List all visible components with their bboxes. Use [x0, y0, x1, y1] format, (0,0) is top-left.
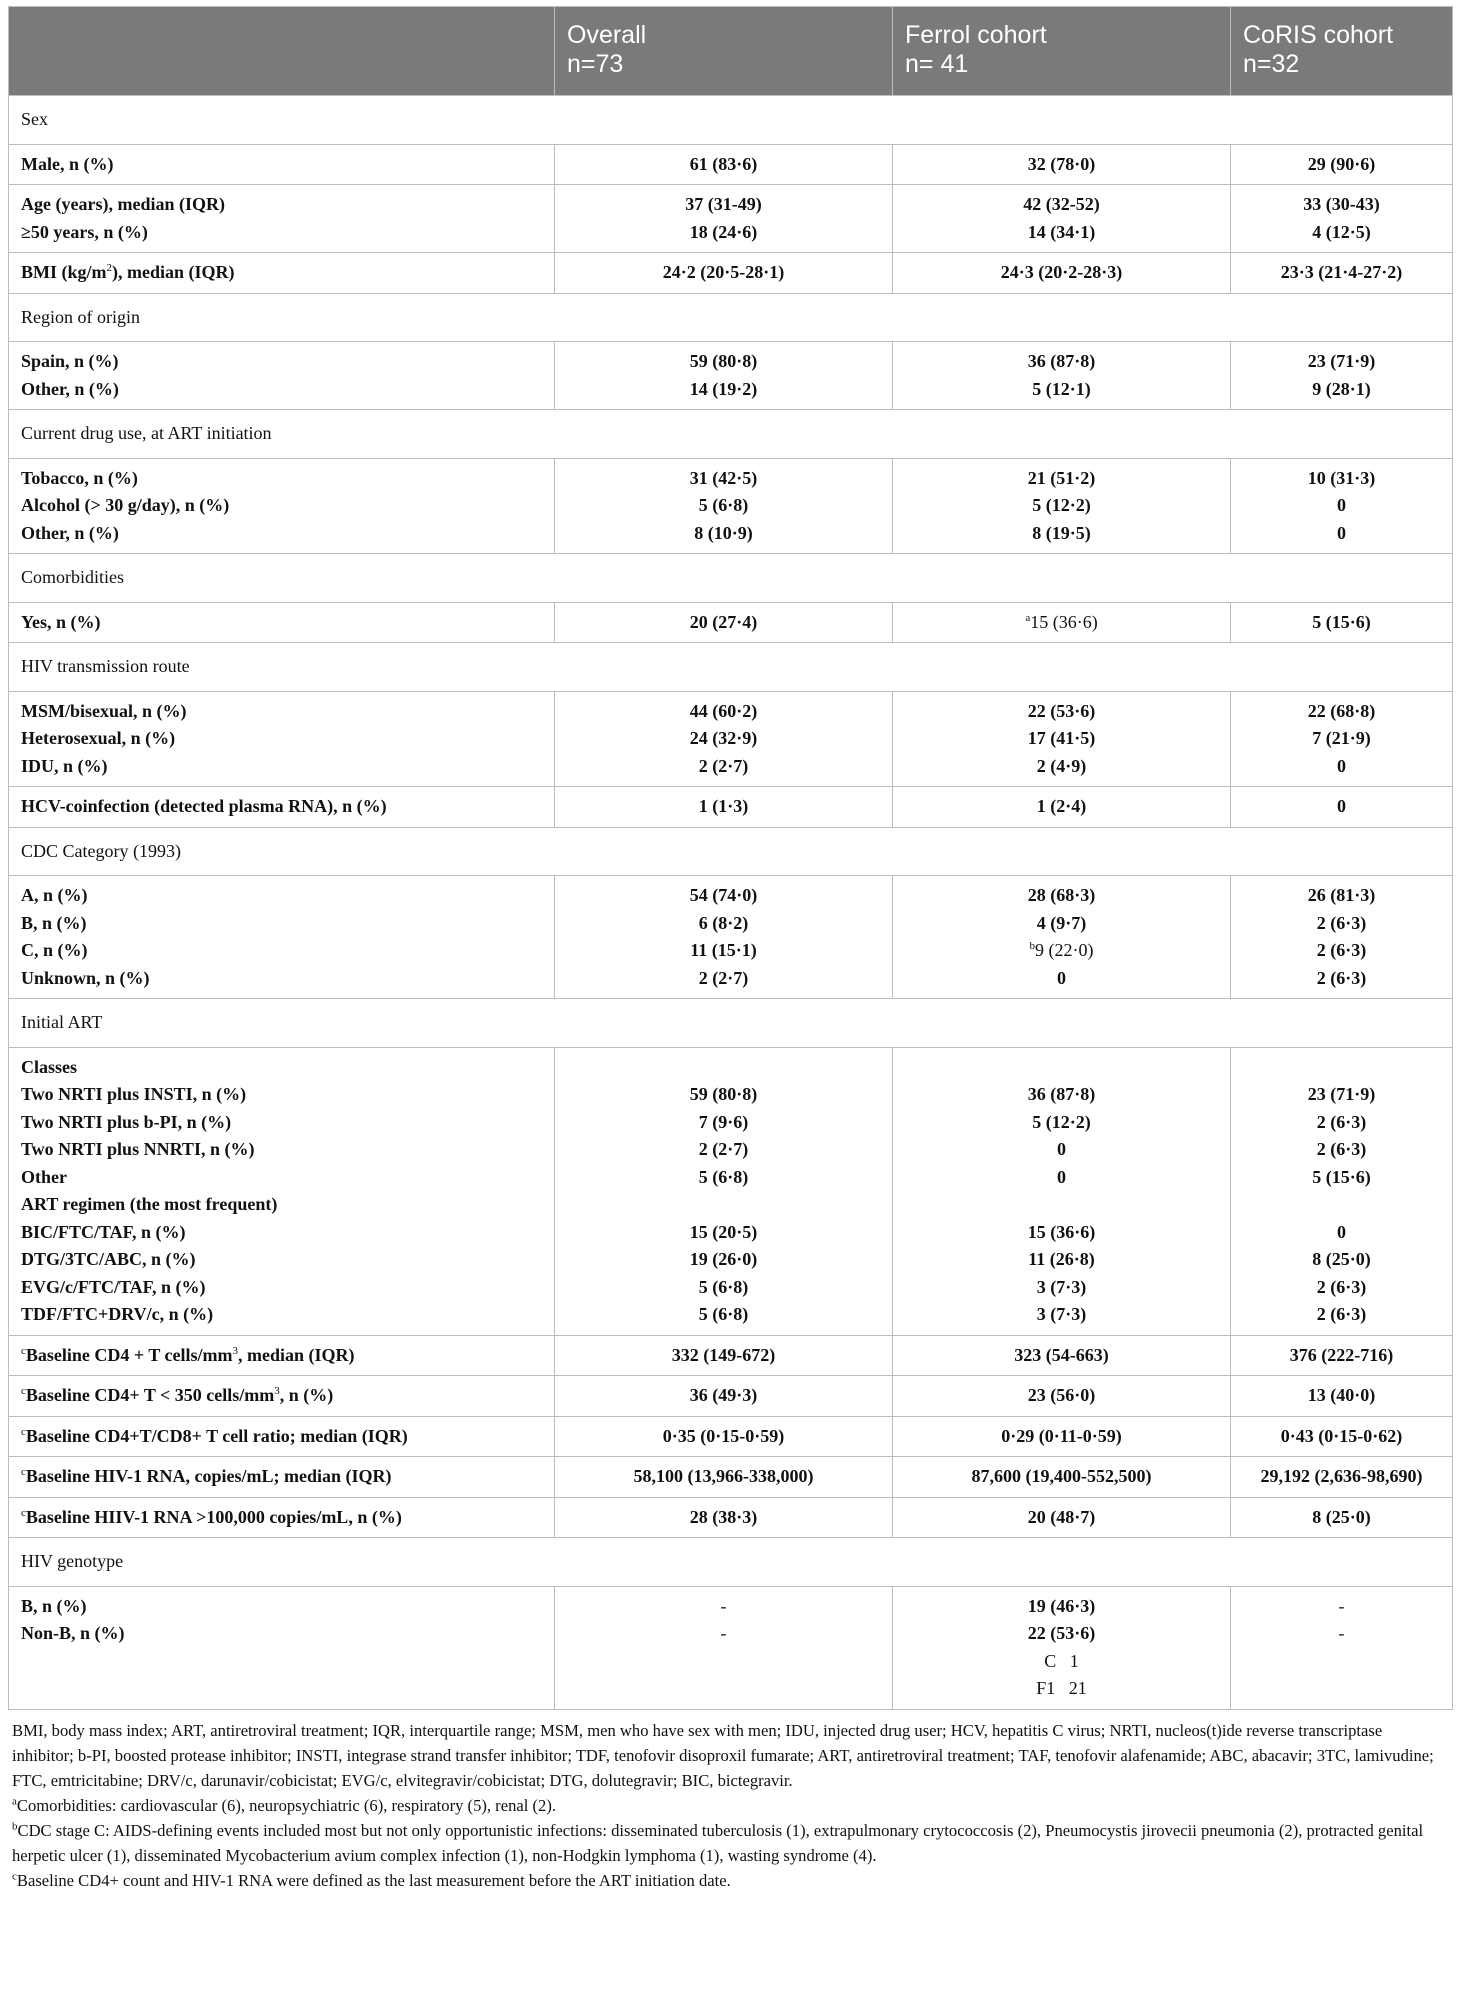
section-genotype: HIV genotype [9, 1538, 1453, 1587]
cell-coris: 8 (25·0) [1231, 1497, 1453, 1538]
label-text: TDF/FTC+DRV/c, n (%) [21, 1304, 214, 1324]
cell-coris [1231, 1586, 1453, 1709]
value: 19 (46·3) [1027, 1595, 1096, 1616]
cell-overall: 0·35 (0·15-0·59) [555, 1416, 893, 1457]
value: 28 (68·3) [1027, 885, 1096, 905]
value: 37 (31-49) [685, 194, 762, 214]
label-text: Two NRTI plus INSTI, n (%) [21, 1084, 247, 1104]
label-text: Tobacco, n (%) [21, 467, 138, 488]
cell-ferrol: 32 (78·0) [893, 144, 1231, 185]
value: 33 (30-43) [1303, 194, 1380, 214]
value: 0 [1337, 495, 1346, 515]
value: 6 (8·2) [698, 912, 749, 933]
value: 36 (87·8) [1027, 1084, 1096, 1104]
cell-ferrol [893, 602, 1231, 643]
cell-coris [1231, 342, 1453, 410]
label-text: Baseline HIV-1 RNA, copies/mL; median (IQR) [25, 1466, 392, 1486]
header-coris [1231, 7, 1453, 96]
header-ferrol-name: Ferrol cohort [905, 21, 1047, 49]
label-text: Two NRTI plus b-PI, n (%) [21, 1111, 232, 1132]
cell-ferrol: 87,600 (19,400-552,500) [893, 1457, 1231, 1498]
header-overall-n: n=73 [567, 50, 624, 78]
value: 11 (15·1) [690, 940, 757, 960]
label-text: Baseline HIIV-1 RNA >100,000 copies/mL, n (%) [25, 1506, 402, 1527]
value: 2 (4·9) [1036, 755, 1087, 776]
footnote-b [12, 1818, 1448, 1868]
label-text: EVG/c/FTC/TAF, n (%) [21, 1276, 206, 1297]
section-region: Region of origin [9, 293, 1453, 342]
label-text: Classes [21, 1056, 78, 1077]
row-label [9, 342, 555, 410]
row-label [9, 876, 555, 999]
value: 14 (34·1) [1027, 221, 1096, 242]
value: 2 (6·3) [1316, 1304, 1367, 1324]
label-text: DTG/3TC/ABC, n (%) [21, 1249, 196, 1269]
label-text: Baseline CD4+T/CD8+ T cell ratio; median (IQR) [25, 1425, 408, 1446]
value: 26 (81·3) [1307, 885, 1376, 905]
label-text: Other, n (%) [21, 522, 119, 543]
footnote-mark: c [21, 1466, 26, 1478]
label-age: Age (years), median (IQR) [21, 194, 225, 214]
table-row [9, 1047, 1453, 1335]
section-hiv-route: HIV transmission route [9, 643, 1453, 692]
value: 11 (26·8) [1028, 1249, 1095, 1269]
row-label: Male, n (%) [9, 144, 555, 185]
genotype-subtype: F1 21 [1036, 1678, 1087, 1698]
cell-overall: 332 (149-672) [555, 1335, 893, 1376]
value: 2 (2·7) [698, 1139, 749, 1159]
value: 8 (19·5) [1032, 522, 1091, 543]
value: 2 (6·3) [1316, 1276, 1367, 1297]
value: 42 (32-52) [1023, 194, 1100, 214]
cell-coris: 29 (90·6) [1231, 144, 1453, 185]
value: 7 (9·6) [698, 1111, 749, 1132]
footnote-mark: b [12, 1819, 18, 1832]
superscript: 2 [106, 262, 112, 274]
value-empty [567, 1191, 880, 1219]
cell-overall: 20 (27·4) [555, 602, 893, 643]
label-text: Other, n (%) [21, 378, 119, 399]
cell-overall [555, 342, 893, 410]
cell-ferrol: 0·29 (0·11-0·59) [893, 1416, 1231, 1457]
cell-overall [555, 458, 893, 554]
value: 22 (68·8) [1307, 700, 1376, 721]
table-row [9, 185, 1453, 253]
table-row [9, 458, 1453, 554]
section-row [9, 643, 1453, 692]
table-row [9, 1335, 1453, 1376]
row-label [9, 691, 555, 787]
cell-ferrol [893, 342, 1231, 410]
section-initial-art: Initial ART [9, 999, 1453, 1048]
genotype-subtype: C 1 [1044, 1650, 1079, 1671]
value: 15 (36·6) [1030, 611, 1098, 632]
value: 4 (12·5) [1312, 221, 1371, 242]
value: 2 (6·3) [1316, 1139, 1367, 1159]
label-text: Heterosexual, n (%) [21, 728, 176, 748]
row-label [9, 1047, 555, 1335]
table-row [9, 253, 1453, 294]
value: 4 (9·7) [1036, 912, 1087, 933]
value: 22 (53·6) [1027, 700, 1096, 721]
value-empty [905, 1054, 1218, 1082]
value: 5 (6·8) [698, 1304, 749, 1324]
section-drug-use: Current drug use, at ART initiation [9, 410, 1453, 459]
section-row [9, 293, 1453, 342]
table-header [9, 7, 1453, 96]
superscript: 3 [274, 1385, 280, 1397]
footnote-text: CDC stage C: AIDS-defining events included most but not only opportunistic infections: disseminated tuberculosis (1), extrapulmonary crytococcosis (2), Pneumocystis jirovecii pneumonia (2), protracted genital herpetic ulcer (1), disseminated Mycobacterium avium complex infection (1), non-Hodgkin lymphoma (1), wasting syndrome (4). [12, 1820, 1424, 1865]
table-footnotes [8, 1710, 1452, 1893]
value: 36 (87·8) [1027, 351, 1096, 371]
header-overall [555, 7, 893, 96]
cell-overall: 36 (49·3) [555, 1376, 893, 1417]
value: 15 (20·5) [689, 1221, 758, 1242]
cell-coris [1231, 876, 1453, 999]
cell-coris: 29,192 (2,636-98,690) [1231, 1457, 1453, 1498]
value: 2 (6·3) [1316, 940, 1367, 960]
label-text: Spain, n (%) [21, 351, 119, 371]
header-ferrol [893, 7, 1231, 96]
value: 0 [1057, 1139, 1066, 1159]
cell-coris [1231, 1047, 1453, 1335]
value: 0 [1337, 1221, 1346, 1242]
cell-coris [1231, 458, 1453, 554]
value: 3 (7·3) [1036, 1276, 1087, 1297]
value: 59 (80·8) [689, 1084, 758, 1104]
value-empty [905, 1191, 1218, 1219]
label-text: B, n (%) [21, 1595, 87, 1616]
footnote-mark: a [1025, 611, 1031, 624]
cell-ferrol [893, 1586, 1231, 1709]
label-text: , median (IQR) [237, 1344, 355, 1365]
value: 2 (6·3) [1316, 967, 1367, 988]
footnote-mark: b [1029, 940, 1035, 952]
value: 22 (53·6) [1027, 1623, 1096, 1643]
table-row [9, 1416, 1453, 1457]
footnote-abbreviations: BMI, body mass index; ART, antiretroviral treatment; IQR, interquartile range; MSM, men who have sex with men; IDU, injected drug user; HCV, hepatitis C virus; NRTI, nucleos(t)ide reverse transcriptase inhibitor; b-PI, boosted protease inhibitor; INSTI, integrase strand transfer inhibitor; TDF, tenofovir disoproxil fumarate; ART, antiretroviral treatment; TAF, tenofovir alafenamide; ABC, abacavir; 3TC, lamivudine; FTC, emtricitabine; DRV/c, darunavir/cobicistat; EVG/c, elvitegravir/cobicistat; DTG, dolutegravir; BIC, bictegravir. [12, 1720, 1434, 1790]
table-row [9, 787, 1453, 828]
label-text: ART regimen (the most frequent) [21, 1194, 278, 1214]
footnote-text: Baseline CD4+ count and HIV-1 RNA were defined as the last measurement before the ART initiation date. [16, 1870, 731, 1890]
value: 3 (7·3) [1036, 1304, 1087, 1324]
header-coris-n: n=32 [1243, 50, 1300, 78]
cell-overall [555, 876, 893, 999]
header-overall-name: Overall [567, 21, 647, 49]
section-row [9, 999, 1453, 1048]
table-row [9, 1497, 1453, 1538]
footnote-text: Comorbidities: cardiovascular (6), neuropsychiatric (6), respiratory (5), renal (2). [16, 1795, 556, 1815]
cell-overall: 58,100 (13,966-338,000) [555, 1457, 893, 1498]
cell-coris [1231, 185, 1453, 253]
value: 5 (12·2) [1032, 1111, 1091, 1132]
row-label [9, 1416, 555, 1457]
table-row [9, 691, 1453, 787]
value: 9 (22·0) [1035, 940, 1094, 960]
cell-coris: 23·3 (21·4-27·2) [1231, 253, 1453, 294]
table-row [9, 1376, 1453, 1417]
label-text: BMI (kg/m [21, 262, 107, 282]
value: 5 (6·8) [698, 1166, 749, 1187]
section-comorbidities: Comorbidities [9, 554, 1453, 603]
value [905, 937, 1218, 965]
value: 0 [1057, 967, 1066, 988]
cell-ferrol [893, 185, 1231, 253]
value: 2 (6·3) [1316, 1111, 1367, 1132]
table-row [9, 602, 1453, 643]
table-container [8, 6, 1452, 1893]
section-cdc: CDC Category (1993) [9, 827, 1453, 876]
value: 10 (31·3) [1307, 467, 1376, 488]
cell-overall [555, 185, 893, 253]
label-text: , n (%) [279, 1385, 334, 1405]
row-label [9, 1497, 555, 1538]
footnote-mark: a [12, 1794, 17, 1807]
header-characteristic [9, 7, 555, 96]
cell-overall [555, 1047, 893, 1335]
cell-ferrol: 23 (56·0) [893, 1376, 1231, 1417]
label-text: IDU, n (%) [21, 755, 108, 776]
value: - [1338, 1623, 1345, 1643]
value: 23 (71·9) [1307, 1084, 1376, 1104]
value: 5 (15·6) [1312, 1166, 1371, 1187]
value: 0 [1337, 522, 1346, 543]
value: 21 (51·2) [1027, 467, 1096, 488]
row-label [9, 185, 555, 253]
row-label [9, 253, 555, 294]
table-row [9, 342, 1453, 410]
value: - [720, 1595, 727, 1616]
label-text: Baseline CD4+ T < 350 cells/mm [25, 1385, 275, 1405]
label-text: C, n (%) [21, 940, 88, 960]
value: 5 (12·1) [1032, 378, 1091, 399]
cell-ferrol [893, 876, 1231, 999]
table-row [9, 876, 1453, 999]
value: 24 (32·9) [689, 728, 758, 748]
cell-ferrol: 24·3 (20·2-28·3) [893, 253, 1231, 294]
value: 54 (74·0) [689, 885, 758, 905]
value: 17 (41·5) [1027, 728, 1096, 748]
footnote-a [12, 1793, 1448, 1818]
label-text: BIC/FTC/TAF, n (%) [21, 1221, 186, 1242]
label-text: Alcohol (> 30 g/day), n (%) [21, 495, 230, 515]
header-ferrol-n: n= 41 [905, 50, 969, 78]
footnote-mark: c [21, 1344, 26, 1357]
value: 5 (6·8) [698, 495, 749, 515]
label-text: Other [21, 1166, 67, 1187]
value: 18 (24·6) [689, 221, 758, 242]
cell-coris: 376 (222-716) [1231, 1335, 1453, 1376]
cell-coris [1231, 691, 1453, 787]
value-empty [1243, 1191, 1440, 1219]
cell-ferrol: 1 (2·4) [893, 787, 1231, 828]
row-label: Yes, n (%) [9, 602, 555, 643]
table-row [9, 144, 1453, 185]
cell-overall: 24·2 (20·5-28·1) [555, 253, 893, 294]
footnote-mark: c [12, 1869, 17, 1882]
value: 15 (36·6) [1027, 1221, 1096, 1242]
label-text: Unknown, n (%) [21, 967, 150, 988]
row-label [9, 458, 555, 554]
cell-coris: 0·43 (0·15-0·62) [1231, 1416, 1453, 1457]
cell-overall [555, 691, 893, 787]
value: - [1338, 1595, 1345, 1616]
section-row [9, 554, 1453, 603]
value: 8 (25·0) [1312, 1249, 1371, 1269]
cell-coris: 13 (40·0) [1231, 1376, 1453, 1417]
value: 23 (71·9) [1307, 351, 1376, 371]
label-text: Non-B, n (%) [21, 1623, 125, 1643]
value: 5 (6·8) [698, 1276, 749, 1297]
cohort-characteristics-table [8, 6, 1453, 1710]
label-age50: ≥50 years, n (%) [21, 221, 148, 242]
cell-ferrol [893, 458, 1231, 554]
table-row [9, 1586, 1453, 1709]
label-text: A, n (%) [21, 885, 88, 905]
footnote-mark: c [21, 1506, 26, 1519]
value: 2 (2·7) [698, 755, 749, 776]
cell-overall: 1 (1·3) [555, 787, 893, 828]
table-row [9, 1457, 1453, 1498]
section-row [9, 827, 1453, 876]
footnote-mark: c [21, 1385, 26, 1397]
cell-ferrol: 20 (48·7) [893, 1497, 1231, 1538]
section-row [9, 410, 1453, 459]
cell-ferrol: 323 (54-663) [893, 1335, 1231, 1376]
value: 0 [1337, 755, 1346, 776]
footnote-c [12, 1868, 1448, 1893]
label-text: MSM/bisexual, n (%) [21, 700, 187, 721]
label-text: B, n (%) [21, 912, 87, 933]
row-label [9, 1457, 555, 1498]
label-text: Baseline CD4 + T cells/mm [25, 1344, 233, 1365]
value: 19 (26·0) [689, 1249, 758, 1269]
value: 31 (42·5) [689, 467, 758, 488]
label-text: Two NRTI plus NNRTI, n (%) [21, 1139, 255, 1159]
cell-coris: 5 (15·6) [1231, 602, 1453, 643]
value: 5 (12·2) [1032, 495, 1091, 515]
footnote-mark: c [21, 1425, 26, 1438]
label-text: ), median (IQR) [112, 262, 235, 282]
value: - [720, 1623, 727, 1643]
row-label [9, 1376, 555, 1417]
value: 2 (2·7) [698, 967, 749, 988]
value: 7 (21·9) [1312, 728, 1371, 748]
header-coris-name: CoRIS cohort [1243, 21, 1394, 49]
value-empty [1243, 1054, 1440, 1082]
section-sex: Sex [9, 96, 1453, 145]
row-label [9, 1586, 555, 1709]
value-empty [567, 1054, 880, 1082]
cell-ferrol [893, 1047, 1231, 1335]
value: 0 [1057, 1166, 1066, 1187]
row-label [9, 1335, 555, 1376]
cell-coris: 0 [1231, 787, 1453, 828]
value: 9 (28·1) [1312, 378, 1371, 399]
value: 2 (6·3) [1316, 912, 1367, 933]
row-label: HCV-coinfection (detected plasma RNA), n (%) [9, 787, 555, 828]
cell-overall: 28 (38·3) [555, 1497, 893, 1538]
value: 44 (60·2) [689, 700, 758, 721]
cell-ferrol [893, 691, 1231, 787]
cell-overall: 61 (83·6) [555, 144, 893, 185]
section-row [9, 1538, 1453, 1587]
superscript: 3 [232, 1344, 238, 1357]
value: 59 (80·8) [689, 351, 758, 371]
value: 14 (19·2) [689, 378, 758, 399]
value: 8 (10·9) [694, 522, 753, 543]
section-row [9, 96, 1453, 145]
cell-overall [555, 1586, 893, 1709]
